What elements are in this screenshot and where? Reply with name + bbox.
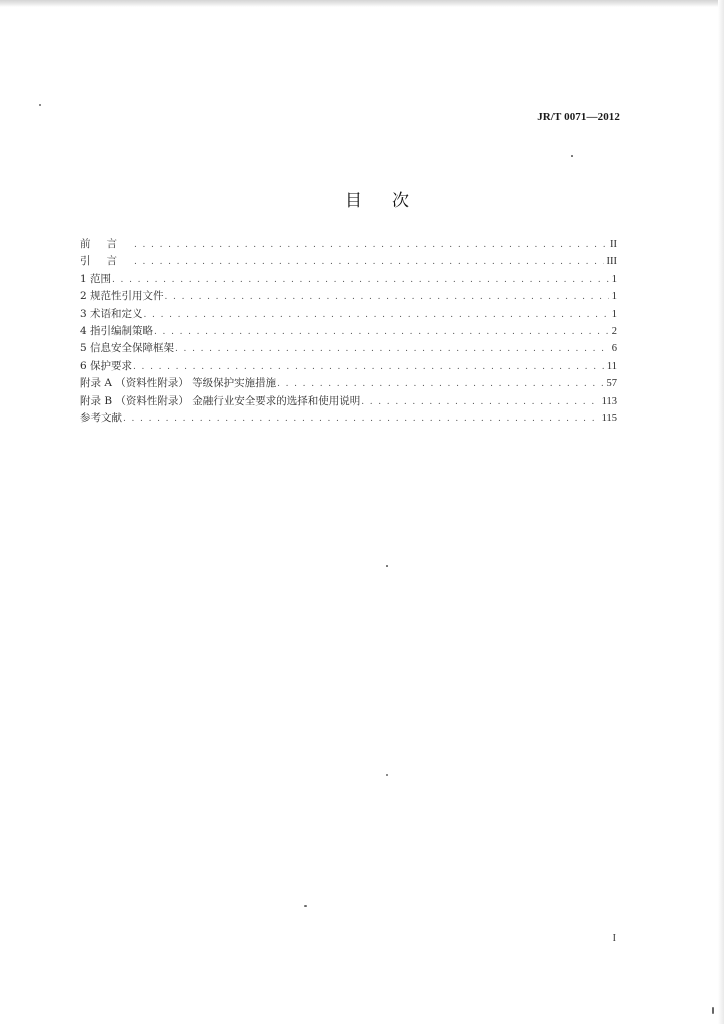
- toc-entry-terms-definitions[interactable]: [80, 306, 617, 323]
- toc-entry-page: 115: [601, 412, 617, 424]
- toc-entry-page: 113: [601, 395, 617, 407]
- toc-list: [80, 236, 617, 427]
- toc-leader-dots: [123, 411, 599, 428]
- scan-speck: [304, 905, 307, 907]
- toc-entry-page: II: [610, 239, 617, 250]
- toc-entry-scope[interactable]: [80, 271, 617, 288]
- toc-leader-dots: [361, 394, 598, 411]
- toc-entry-label: 5 信息安全保障框架: [80, 342, 175, 355]
- toc-leader-dots: [144, 307, 609, 324]
- toc-entry-label: 参考文献: [80, 411, 122, 424]
- toc-entry-label: 4 指引编制策略: [80, 324, 154, 337]
- toc-leader-dots: [134, 254, 604, 271]
- toc-leader-dots: [112, 272, 609, 289]
- toc-entry-page: III: [606, 256, 617, 268]
- scan-speck: [571, 155, 573, 157]
- toc-entry-label: 附录 A （资料性附录） 等级保护实施措施: [80, 377, 277, 390]
- toc-leader-dots: [133, 359, 604, 376]
- toc-entry-security-framework[interactable]: [80, 340, 617, 357]
- scan-speck: [386, 565, 388, 567]
- toc-entry-appendix-a[interactable]: [80, 375, 617, 392]
- toc-entry-introduction[interactable]: [80, 253, 617, 270]
- toc-title: 目次: [345, 191, 439, 211]
- toc-entry-label: 引言: [80, 255, 133, 268]
- toc-leader-dots: [277, 376, 603, 393]
- toc-entry-label: 3 术语和定义: [80, 307, 143, 320]
- scan-speck: [386, 774, 388, 776]
- toc-entry-label: 6 保护要求: [80, 359, 133, 372]
- toc-entry-label: 前言: [80, 238, 133, 250]
- page-number: I: [612, 933, 616, 944]
- toc-leader-dots: [154, 324, 609, 341]
- toc-entry-page: 2: [611, 325, 617, 337]
- toc-entry-foreword[interactable]: [80, 236, 617, 253]
- toc-entry-appendix-b[interactable]: [80, 393, 617, 410]
- standard-code: JR/T 0071—2012: [537, 111, 620, 123]
- toc-entry-label: 2 规范性引用文件: [80, 290, 164, 303]
- toc-entry-page: 11: [606, 360, 617, 372]
- toc-entry-bibliography[interactable]: [80, 410, 617, 427]
- scan-edge-top: [0, 0, 724, 7]
- toc-entry-page: 1: [611, 291, 617, 303]
- toc-leader-dots: [134, 237, 607, 254]
- toc-entry-page: 1: [611, 308, 617, 320]
- toc-leader-dots: [165, 289, 609, 306]
- toc-entry-page: 6: [611, 343, 617, 355]
- toc-entry-protection-requirements[interactable]: [80, 358, 617, 375]
- toc-entry-normative-references[interactable]: [80, 288, 617, 305]
- scan-edge-right: [718, 0, 724, 1024]
- toc-entry-label: 1 范围: [80, 272, 112, 285]
- toc-entry-guideline-strategy[interactable]: [80, 323, 617, 340]
- toc-leader-dots: [175, 341, 609, 358]
- toc-entry-page: 57: [606, 378, 617, 390]
- scan-speck: [712, 1007, 714, 1014]
- toc-entry-page: 1: [611, 273, 617, 285]
- scan-speck: [39, 104, 41, 106]
- toc-entry-label: 附录 B （资料性附录） 金融行业安全要求的选择和使用说明: [80, 394, 361, 407]
